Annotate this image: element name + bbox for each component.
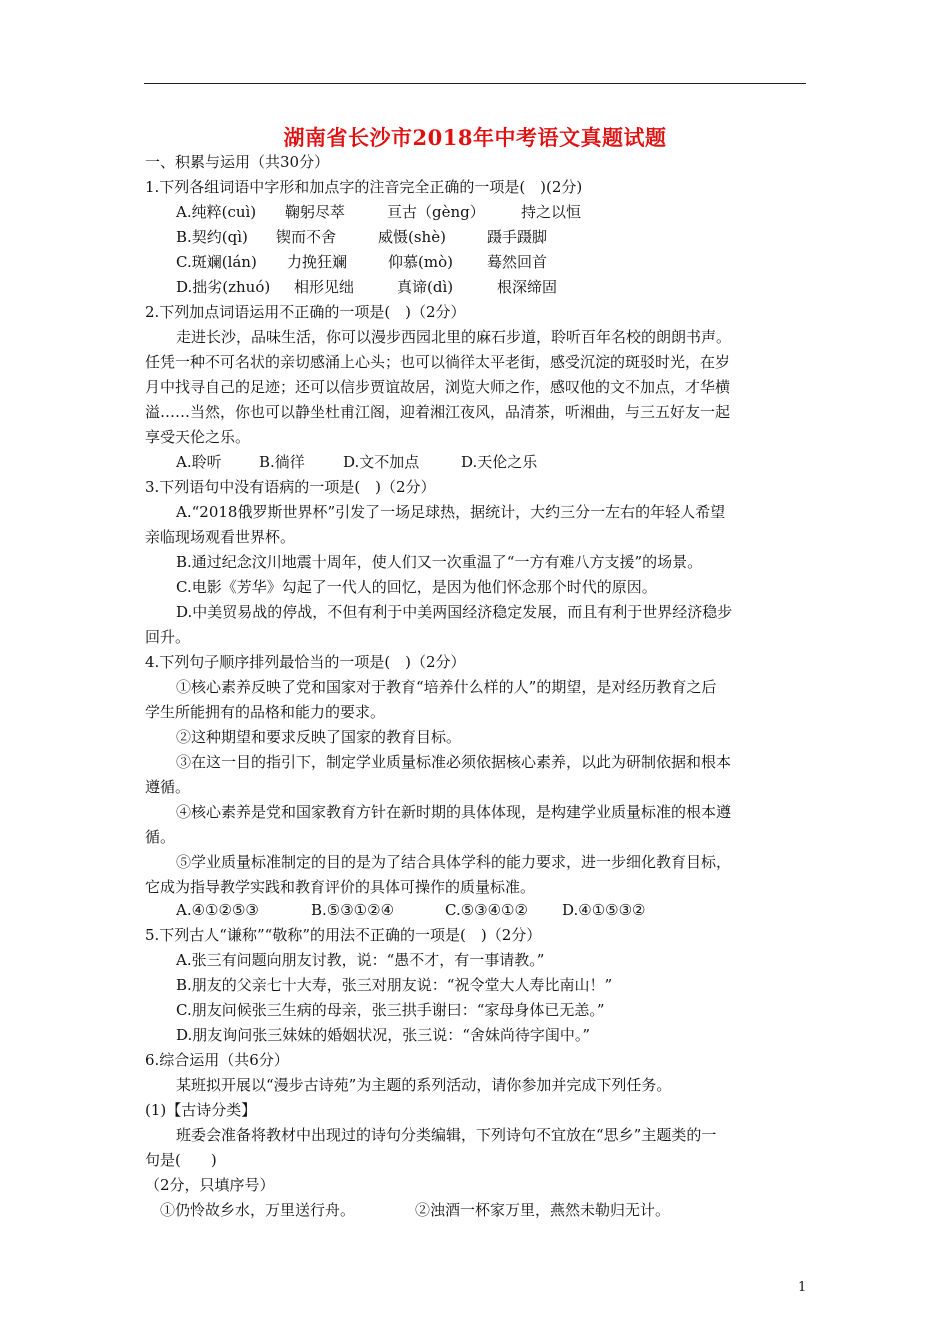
q6-sub1-text: 班委会准备将教材中出现过的诗句分类编辑，下列诗句不宜放在“思乡”主题类的一	[176, 1126, 717, 1144]
q3-line: 亲临现场观看世界杯。	[145, 528, 296, 546]
q6-sub1-title: (1)【古诗分类】	[145, 1101, 257, 1119]
q1-b-1: B.契约(qì)	[176, 228, 248, 246]
q4-option-c: C.⑤③④①②	[445, 901, 528, 919]
q3-line: B.通过纪念汶川地震十周年，使人们又一次重温了“一方有难八方支援”的场景。	[176, 553, 703, 571]
q2-stem: 2.下列加点词语运用不正确的一项是( )（2分）	[145, 303, 466, 321]
q4-option-a: A.④①②⑤③	[176, 901, 259, 919]
q1-a-1: A.纯粹(cuì)	[176, 203, 257, 221]
q3-line: D.中美贸易战的停战，不但有利于中美两国经济稳定发展，而且有利于世界经济稳步	[176, 603, 733, 621]
q6-intro: 某班拟开展以“漫步古诗苑”为主题的系列活动，请你参加并完成下列任务。	[176, 1076, 672, 1094]
q5-option: B.朋友的父亲七十大寿，张三对朋友说：“祝令堂大人寿比南山！”	[176, 976, 613, 994]
q4-line: ③在这一目的指引下，制定学业质量标准必须依据核心素养，以此为研制依据和根本	[176, 753, 732, 771]
page-number: 1	[798, 1280, 807, 1295]
q1-c-4: 蓦然回首	[487, 253, 548, 271]
q4-line: 循。	[145, 828, 176, 846]
q3-stem: 3.下列语句中没有语病的一项是( )（2分）	[145, 478, 436, 496]
q1-d-4: 根深缔固	[497, 278, 558, 296]
q1-d-2: 相形见绌	[294, 278, 355, 296]
q4-line: 它成为指导教学实践和教育评价的具体可操作的质量标准。	[145, 878, 536, 896]
q1-a-2: 鞠躬尽萃	[285, 203, 346, 221]
q4-line: ④核心素养是党和国家教育方针在新时期的具体体现，是构建学业质量标准的根本遵	[176, 803, 732, 821]
q1-b-2: 锲而不舍	[276, 228, 337, 246]
q4-line: ①核心素养反映了党和国家对于教育“培养什么样的人”的期望，是对经历教育之后	[176, 678, 717, 696]
q2-passage-line: 月中找寻自己的足迹；还可以信步贾谊故居，浏览大师之作，感叹他的文不加点，才华横	[145, 378, 731, 396]
q1-c-3: 仰慕(mò)	[388, 253, 453, 271]
q5-option: A.张三有问题向朋友讨教，说：“愚不才，有一事请教。”	[176, 951, 545, 969]
q2-option-c: D.文不加点	[343, 453, 420, 471]
q2-option-b: B.徜徉	[259, 453, 305, 471]
q4-line: 遵循。	[145, 778, 191, 796]
q4-line: 学生所能拥有的品格和能力的要求。	[145, 703, 386, 721]
section-heading: 一、积累与运用（共30分）	[145, 153, 330, 171]
q2-option-a: A.聆听	[176, 453, 222, 471]
q4-option-d: D.④①⑤③②	[562, 901, 646, 919]
q1-b-4: 蹑手蹑脚	[487, 228, 548, 246]
q2-passage-line: 溢……当然，你也可以静坐杜甫江阁，迎着湘江夜风，品清茶，听湘曲，与三五好友一起	[145, 403, 731, 421]
q6-sub1-text: 句是( )	[145, 1151, 217, 1169]
q2-passage-line: 走进长沙，品味生活，你可以漫步西园北里的麻石步道，聆听百年名校的朗朗书声。	[176, 328, 732, 346]
q4-line: ⑤学业质量标准制定的目的是为了结合具体学科的能力要求，进一步细化教育目标，	[176, 853, 732, 871]
q5-stem: 5.下列古人“谦称”“敬称”的用法不正确的一项是( )（2分）	[145, 926, 542, 944]
q1-stem: 1.下列各组词语中字形和加点字的注音完全正确的一项是( )(2分)	[145, 178, 583, 196]
q6-stem: 6.综合运用（共6分）	[145, 1051, 289, 1069]
page-title: 湖南省长沙市2018年中考语文真题试题	[283, 125, 667, 150]
q2-passage-line: 享受天伦之乐。	[145, 428, 251, 446]
q5-option: C.朋友问候张三生病的母亲，张三拱手谢曰：“家母身体已无恙。”	[176, 1001, 605, 1019]
q1-d-1: D.拙劣(zhuó)	[176, 278, 271, 296]
q4-option-b: B.⑤③①②④	[311, 901, 395, 919]
q1-a-4: 持之以恒	[521, 203, 582, 221]
header-rule	[144, 83, 806, 84]
q1-d-3: 真谛(dì)	[397, 278, 454, 296]
q1-a-3: 亘古（gèng）	[387, 203, 485, 221]
q3-line: C.电影《芳华》勾起了一代人的回忆，是因为他们怀念那个时代的原因。	[176, 578, 657, 596]
q6-poem-1: ①仍怜故乡水，万里送行舟。	[160, 1201, 356, 1219]
q4-line: ②这种期望和要求反映了国家的教育目标。	[176, 728, 462, 746]
q2-passage-line: 任凭一种不可名状的亲切感涌上心头；也可以徜徉太平老街，感受沉淀的斑驳时光，在岁	[145, 353, 731, 371]
q4-stem: 4.下列句子顺序排列最恰当的一项是( )（2分）	[145, 653, 466, 671]
q1-b-3: 威慑(shè)	[378, 228, 446, 246]
q3-line: A.“2018俄罗斯世界杯”引发了一场足球热，据统计，大约三分一左右的年轻人希望	[176, 503, 726, 521]
q1-c-1: C.斑斓(lán)	[176, 253, 257, 271]
q3-line: 回升。	[145, 628, 191, 646]
q5-option: D.朋友询问张三妹妹的婚姻状况，张三说：“舍妹尚待字闺中。”	[176, 1026, 591, 1044]
q6-poem-2: ②浊酒一杯家万里，燕然未勒归无计。	[415, 1201, 671, 1219]
q6-sub1-text: （2分，只填序号）	[145, 1176, 275, 1194]
q1-c-2: 力挽狂斓	[287, 253, 348, 271]
q2-option-d: D.天伦之乐	[461, 453, 538, 471]
